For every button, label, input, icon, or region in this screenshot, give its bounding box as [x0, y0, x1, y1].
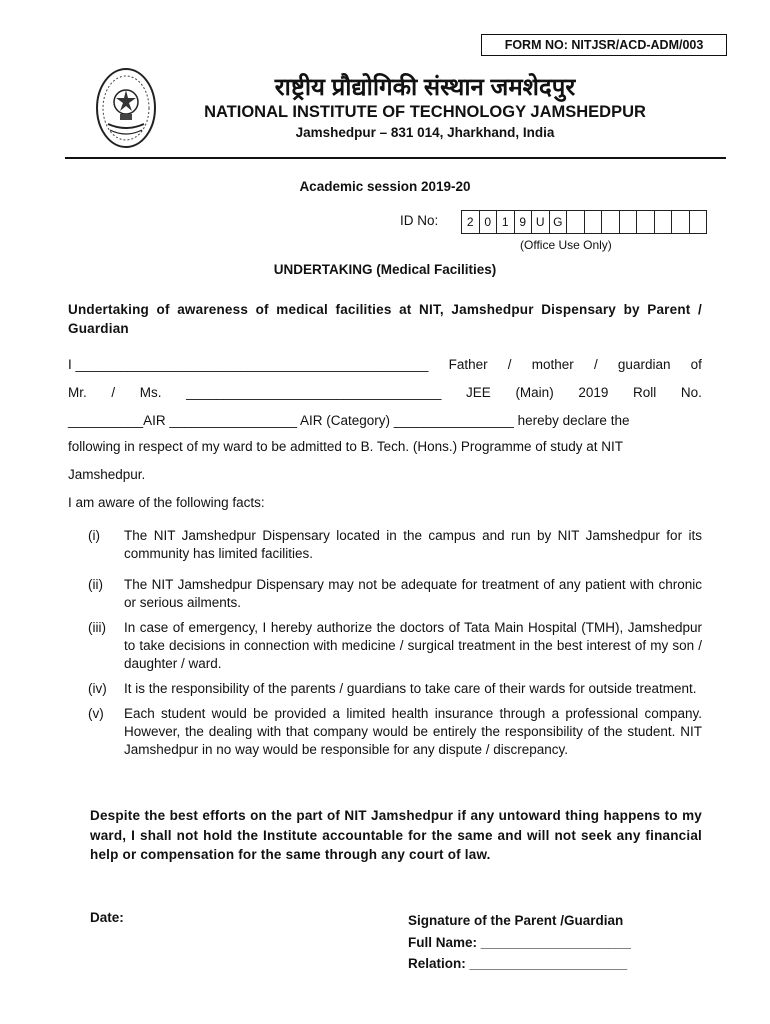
- document-title: UNDERTAKING (Medical Facilities): [273, 262, 497, 277]
- name-blank[interactable]: I _______________________________________________: [68, 357, 429, 372]
- word: /: [593, 357, 598, 372]
- list-item-number: (i): [88, 528, 100, 543]
- list-item-number: (iii): [88, 620, 106, 635]
- id-box[interactable]: [690, 211, 707, 233]
- list-item-text: The NIT Jamshedpur Dispensary located in the campus and run by NIT Jamshedpur for its community has limited facilities.: [124, 528, 702, 561]
- list-item-text: Each student would be provided a limited health insurance through a professional company. However, the dealing with that company would be entirely the responsibility of the student. NIT Jamshedpur in no way would be responsible for any dispute / discrepancy.: [124, 706, 702, 757]
- declaration-statement: Despite the best efforts on the part of NIT Jamshedpur if any untoward thing happens to my ward, I shall not hold the Institute accountable for the same and will not seek any financial help or compensation for the same through any court of law.: [90, 808, 702, 862]
- body-line-4: following in respect of my ward to be admitted to B. Tech. (Hons.) Programme of study at NIT: [68, 439, 623, 454]
- word: of: [690, 357, 702, 372]
- id-box[interactable]: [567, 211, 585, 233]
- id-box[interactable]: [655, 211, 673, 233]
- id-box[interactable]: 2: [462, 211, 480, 233]
- institute-address: Jamshedpur – 831 014, Jharkhand, India: [295, 125, 555, 140]
- id-box[interactable]: U: [532, 211, 550, 233]
- header-divider: [65, 157, 726, 159]
- list-item-text: The NIT Jamshedpur Dispensary may not be adequate for treatment of any patient with chronic or serious ailments.: [124, 577, 702, 610]
- list-item: [88, 619, 702, 673]
- id-box[interactable]: [585, 211, 603, 233]
- word: Roll: [633, 385, 657, 400]
- list-item: [88, 680, 702, 698]
- institute-logo: [94, 66, 158, 150]
- list-item-text: It is the responsibility of the parents / guardians to take care of their wards for outside treatment.: [124, 681, 697, 696]
- aware-statement: I am aware of the following facts:: [68, 495, 265, 510]
- id-box[interactable]: 1: [497, 211, 515, 233]
- id-box[interactable]: 9: [515, 211, 533, 233]
- date-field[interactable]: Date:: [90, 910, 124, 925]
- word: Ms.: [139, 385, 162, 400]
- word: JEE: [466, 385, 491, 400]
- full-name-field[interactable]: Full Name: ____________________: [408, 934, 631, 950]
- body-line-1: [68, 356, 702, 374]
- id-box[interactable]: [620, 211, 638, 233]
- word: No.: [680, 385, 702, 400]
- body-line-5: Jamshedpur.: [68, 467, 146, 482]
- facts-list: [88, 527, 702, 759]
- signature-label: Signature of the Parent /Guardian: [408, 913, 624, 928]
- id-box[interactable]: G: [550, 211, 568, 233]
- body-line-3: __________AIR _________________ AIR (Category) ________________ hereby declare the: [68, 413, 630, 428]
- body-line-2: [68, 384, 702, 402]
- word: /: [111, 385, 116, 400]
- office-use-note: (Office Use Only): [520, 238, 612, 252]
- id-box[interactable]: [672, 211, 690, 233]
- ward-name-blank[interactable]: __________________________________: [186, 385, 442, 400]
- institute-name: NATIONAL INSTITUTE OF TECHNOLOGY JAMSHEDPUR: [204, 103, 646, 121]
- list-item-number: (iv): [88, 681, 107, 696]
- list-item: [88, 576, 702, 612]
- form-number-box: FORM NO: NITJSR/ACD-ADM/003: [481, 34, 727, 56]
- word: Mr.: [68, 385, 87, 400]
- word: Father: [448, 357, 488, 372]
- list-item-number: (ii): [88, 577, 103, 592]
- id-box[interactable]: 0: [480, 211, 498, 233]
- undertaking-heading: Undertaking of awareness of medical facilities at NIT, Jamshedpur Dispensary by Parent / Guardian: [68, 302, 702, 336]
- id-box[interactable]: [637, 211, 655, 233]
- academic-session: Academic session 2019-20: [299, 179, 471, 194]
- id-label: ID No:: [400, 213, 439, 228]
- word: guardian: [617, 357, 671, 372]
- word: 2019: [578, 385, 609, 400]
- word: /: [507, 357, 512, 372]
- list-item: [88, 705, 702, 759]
- institute-hindi-name: राष्ट्रीय प्रौद्योगिकी संस्थान जमशेदपुर: [274, 74, 576, 101]
- list-item-text: In case of emergency, I hereby authorize the doctors of Tata Main Hospital (TMH), Jamshedpur to take decisions in connection with medicine / surgical treatment in the best interest of my son / daughter / ward.: [124, 620, 702, 671]
- id-box[interactable]: [602, 211, 620, 233]
- relation-field[interactable]: Relation: _____________________: [408, 956, 628, 971]
- signature-block: [408, 910, 631, 975]
- word: (Main): [515, 385, 554, 400]
- list-item: [88, 527, 702, 563]
- list-item-number: (v): [88, 706, 104, 721]
- id-number-boxes: [461, 210, 707, 234]
- word: mother: [531, 357, 574, 372]
